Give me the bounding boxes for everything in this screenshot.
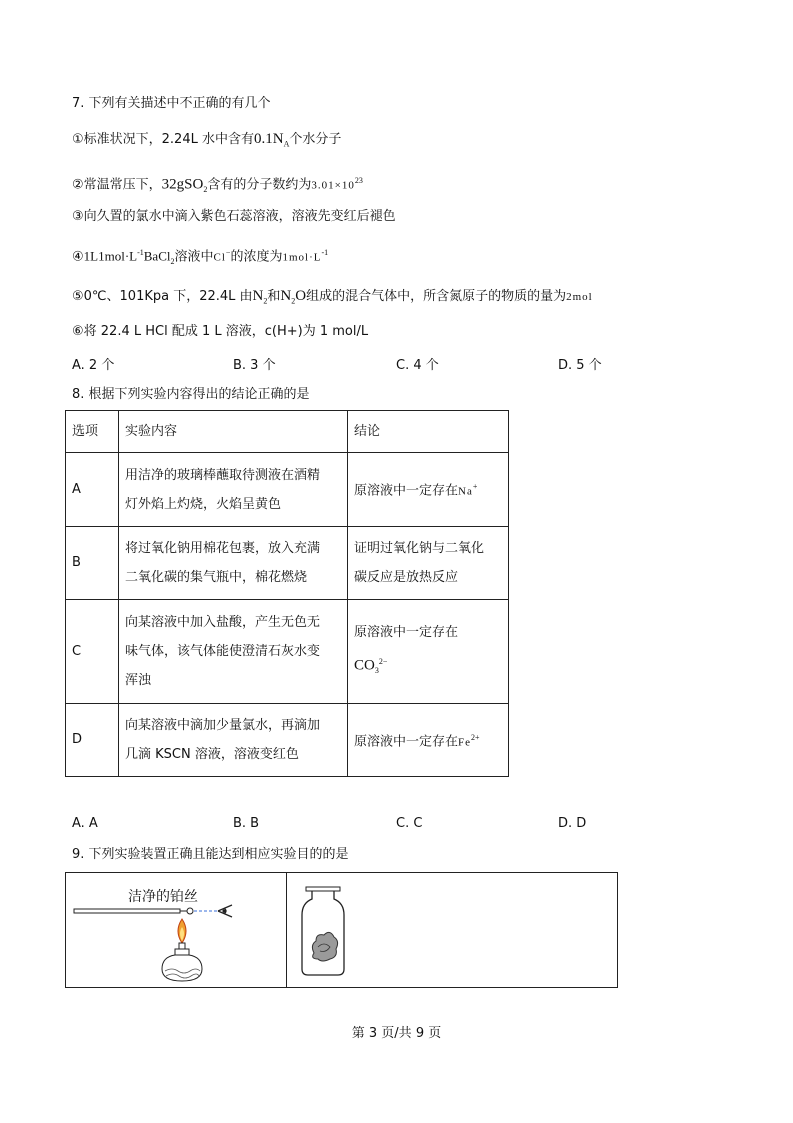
q7-option-b[interactable]: B. 3 个 xyxy=(233,358,276,373)
q9-stem: 9. 下列实验装置正确且能达到相应实验目的的是 xyxy=(72,847,349,862)
apparatus-divider xyxy=(286,873,287,987)
q7-statement-6: ⑥将 22.4 L HCl 配成 1 L 溶液，c(H+)为 1 mol/L xyxy=(72,324,369,339)
header-content: 实验内容 xyxy=(119,411,348,453)
platinum-wire-rod xyxy=(74,909,180,913)
flame-test-illustration xyxy=(66,873,286,987)
q9-apparatus-box xyxy=(65,872,618,988)
q8-option-b[interactable]: B. B xyxy=(233,816,260,831)
table-header-row xyxy=(66,411,509,453)
table-row xyxy=(66,527,509,600)
q7-statement-1: ①标准状况下，2.24L 水中含有$0.1N_A$个水分子 xyxy=(72,131,342,149)
cotton-ball xyxy=(312,932,337,961)
row-option: C xyxy=(66,600,119,704)
page-footer: 第 3 页/共 9 页 xyxy=(351,1026,442,1041)
q8-table xyxy=(65,410,509,777)
table-row xyxy=(66,704,509,777)
row-content: 向某溶液中滴加少量氯水，再滴加 几滴 KSCN 溶液，溶液变红色 xyxy=(119,704,348,777)
platinum-wire-loop xyxy=(187,908,193,914)
row-conclusion: 原溶液中一定存在$Fe^{2+}$ xyxy=(348,704,509,777)
gas-jar xyxy=(302,891,344,975)
q7-option-d[interactable]: D. 5 个 xyxy=(558,358,602,373)
header-option: 选项 xyxy=(66,411,119,453)
gas-jar-illustration xyxy=(294,873,354,987)
table-row xyxy=(66,453,509,527)
row-conclusion: 原溶液中一定存在 $CO_3^{2-}$ xyxy=(348,600,509,704)
q8-option-a[interactable]: A. A xyxy=(72,816,98,831)
platinum-wire-label: 洁净的铂丝 xyxy=(128,890,198,905)
row-conclusion: 证明过氧化钠与二氧化 碳反应是放热反应 xyxy=(348,527,509,600)
table-row xyxy=(66,600,509,704)
header-conclusion: 结论 xyxy=(348,411,509,453)
q7-stem: 7. 下列有关描述中不正确的有几个 xyxy=(72,96,271,111)
q7-statement-5: ⑤0℃、101Kpa 下，22.4L 由$N_2$和$N_2O$组成的混合气体中，所含氮原子的物质的量为2mol xyxy=(72,288,593,306)
jar-lid xyxy=(306,887,340,891)
q8-option-c[interactable]: C. C xyxy=(396,816,423,831)
lamp-wick xyxy=(179,943,185,949)
lamp-neck xyxy=(175,949,189,955)
q7-statement-3: ③向久置的氯水中滴入紫色石蕊溶液，溶液先变红后褪色 xyxy=(72,209,396,224)
row-conclusion: 原溶液中一定存在Na+ xyxy=(348,453,509,527)
row-option: D xyxy=(66,704,119,777)
row-option: B xyxy=(66,527,119,600)
q7-option-a[interactable]: A. 2 个 xyxy=(72,358,115,373)
q7-statement-4: $④1L1mol\cdot L^{-1}BaCl_2$溶液中Cl−的浓度为$1mol\cdot L^{-1}$ xyxy=(72,248,329,266)
row-content: 向某溶液中加入盐酸，产生无色无 味气体，该气体能使澄清石灰水变 浑浊 xyxy=(119,600,348,704)
q8-stem: 8. 根据下列实验内容得出的结论正确的是 xyxy=(72,387,310,402)
row-content: 用洁净的玻璃棒蘸取待测液在酒精 灯外焰上灼烧，火焰呈黄色 xyxy=(119,453,348,527)
q8-option-d[interactable]: D. D xyxy=(558,816,587,831)
row-content: 将过氧化钠用棉花包裹，放入充满 二氧化碳的集气瓶中，棉花燃烧 xyxy=(119,527,348,600)
q7-statement-2: ②常温常压下，32gSO$_2$含有的分子数约为$3.01\times 10^{23}$ xyxy=(72,176,363,194)
q7-option-c[interactable]: C. 4 个 xyxy=(396,358,439,373)
row-option: A xyxy=(66,453,119,527)
